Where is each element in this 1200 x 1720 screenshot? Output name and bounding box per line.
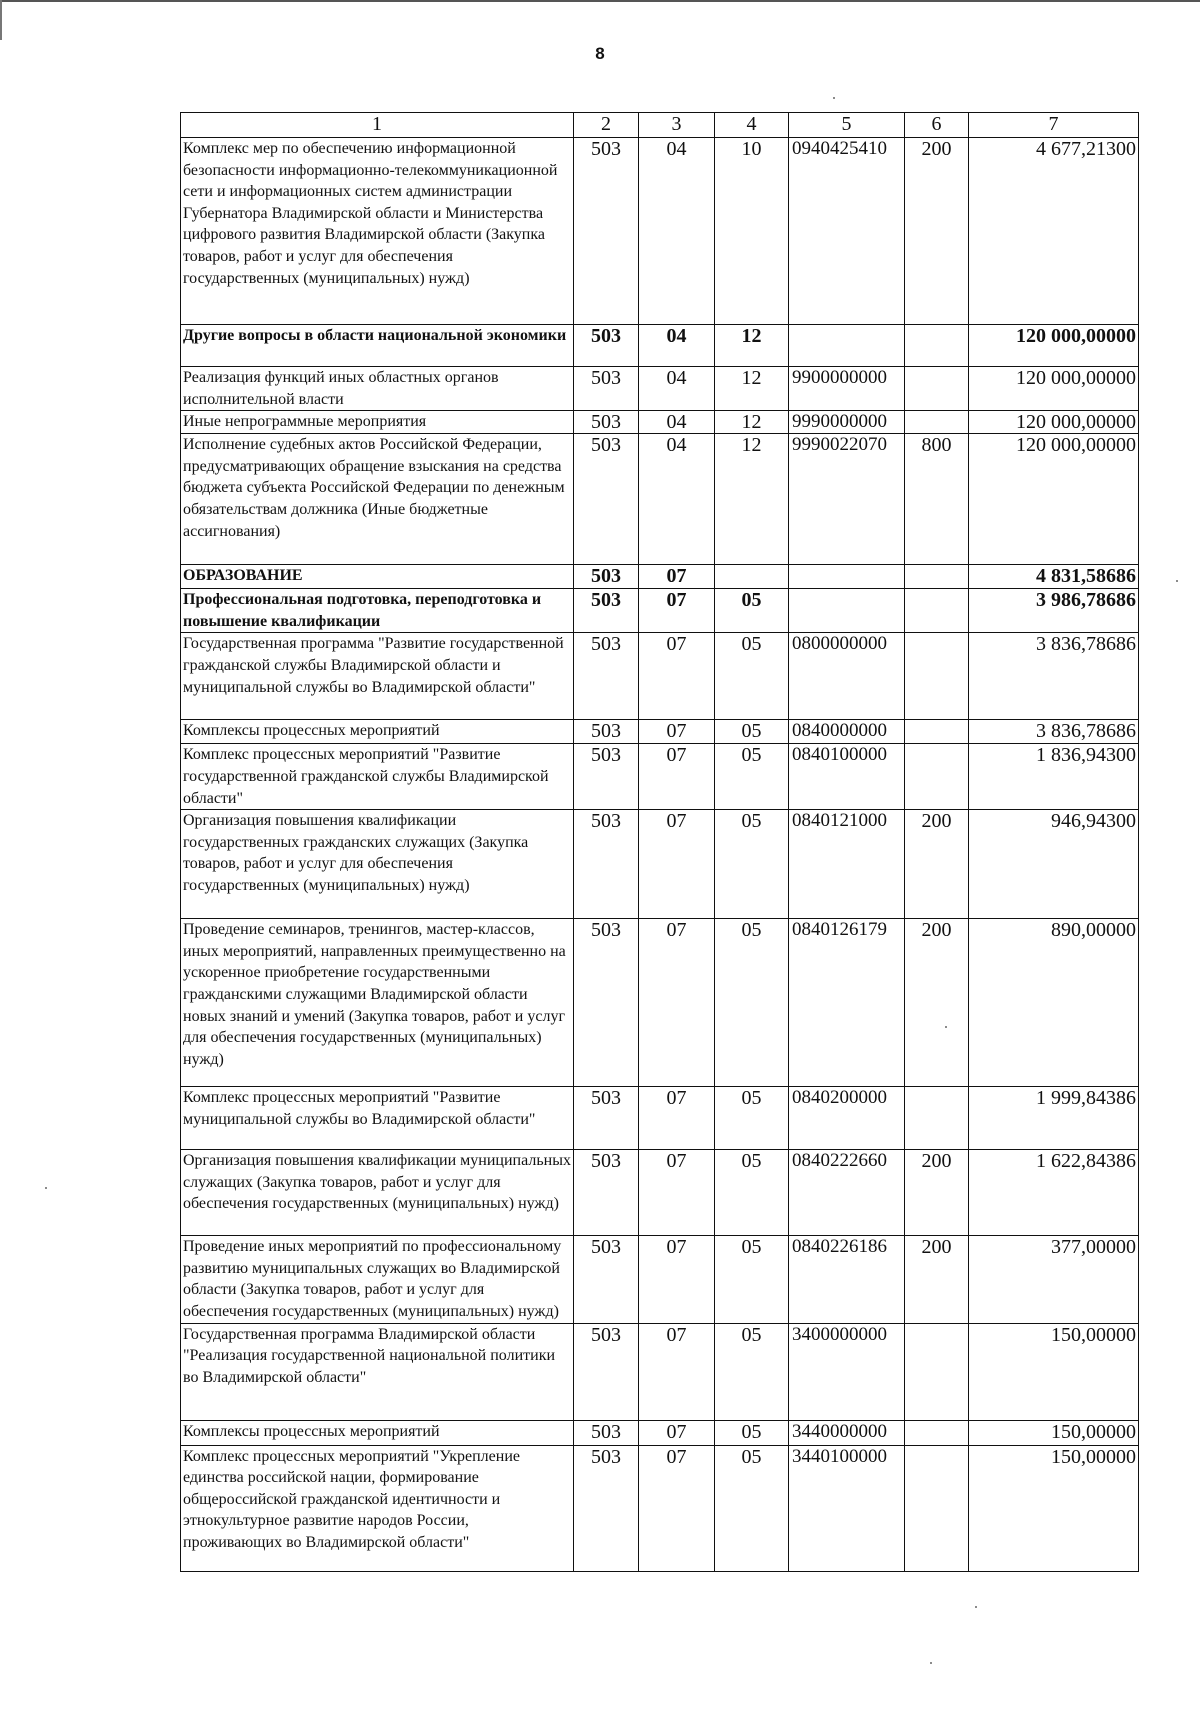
row-expense-type <box>905 1445 969 1571</box>
row-section: 07 <box>639 744 715 810</box>
row-subsection: 12 <box>715 325 789 367</box>
row-name: Иные непрограммные мероприятия <box>181 411 574 434</box>
table-row <box>181 589 1139 633</box>
row-amount: 3 986,78686 <box>969 589 1139 633</box>
row-subsection: 05 <box>715 720 789 744</box>
row-name: Другие вопросы в области национальной экономики <box>181 325 574 367</box>
row-name: Организация повышения квалификации муниципальных служащих (Закупка товаров, работ и услуг для обеспечения государственных (муниципальных) нужд) <box>181 1150 574 1236</box>
row-expense-type <box>905 589 969 633</box>
row-section: 07 <box>639 1087 715 1150</box>
row-section: 07 <box>639 565 715 589</box>
row-expense-type <box>905 367 969 411</box>
row-ved: 503 <box>574 810 639 919</box>
row-subsection: 05 <box>715 1323 789 1420</box>
table-row <box>181 1236 1139 1323</box>
row-expense-type: 200 <box>905 1236 969 1323</box>
header-row <box>181 113 1139 138</box>
row-target-article: 0840121000 <box>789 810 905 919</box>
row-amount: 150,00000 <box>969 1420 1139 1445</box>
row-subsection: 05 <box>715 633 789 720</box>
row-name: Проведение иных мероприятий по профессиональному развитию муниципальных служащих во Владимирской области (Закупка товаров, работ и услуг для обеспечения государственных (муниципальных) нужд) <box>181 1236 574 1323</box>
table-row <box>181 810 1139 919</box>
row-section: 07 <box>639 1150 715 1236</box>
row-name: Комплексы процессных мероприятий <box>181 1420 574 1445</box>
row-name: Комплекс мер по обеспечению информационной безопасности информационно-телекоммуникационной сети и информационных систем администрации Губернатора Владимирской области и Министерства цифрового развития Владимирской области (Закупка товаров, работ и услуг для обеспечения государственных (муниципальных) нужд) <box>181 138 574 325</box>
header-cell: 7 <box>969 113 1139 138</box>
row-name: Организация повышения квалификации государственных гражданских служащих (Закупка товаров, работ и услуг для обеспечения государственных (муниципальных) нужд) <box>181 810 574 919</box>
table-row <box>181 1150 1139 1236</box>
row-section: 04 <box>639 138 715 325</box>
row-section: 07 <box>639 1236 715 1323</box>
table-row <box>181 633 1139 720</box>
row-name: Комплексы процессных мероприятий <box>181 720 574 744</box>
row-amount: 1 622,84386 <box>969 1150 1139 1236</box>
row-amount: 120 000,00000 <box>969 434 1139 565</box>
row-target-article: 9990000000 <box>789 411 905 434</box>
row-expense-type <box>905 565 969 589</box>
row-amount: 120 000,00000 <box>969 325 1139 367</box>
row-subsection: 05 <box>715 810 789 919</box>
table-row <box>181 565 1139 589</box>
row-ved: 503 <box>574 1445 639 1571</box>
row-ved: 503 <box>574 1323 639 1420</box>
row-expense-type: 200 <box>905 810 969 919</box>
row-expense-type <box>905 720 969 744</box>
row-ved: 503 <box>574 589 639 633</box>
row-subsection: 05 <box>715 919 789 1087</box>
row-ved: 503 <box>574 138 639 325</box>
row-subsection: 05 <box>715 1236 789 1323</box>
row-expense-type <box>905 1087 969 1150</box>
row-name: Государственная программа "Развитие государственной гражданской службы Владимирской области и муниципальной службы во Владимирской области" <box>181 633 574 720</box>
header-cell: 6 <box>905 113 969 138</box>
row-subsection: 05 <box>715 1445 789 1571</box>
row-section: 07 <box>639 1420 715 1445</box>
row-subsection: 05 <box>715 1087 789 1150</box>
table-body <box>181 113 1139 1572</box>
row-target-article: 3400000000 <box>789 1323 905 1420</box>
row-amount: 890,00000 <box>969 919 1139 1087</box>
row-ved: 503 <box>574 720 639 744</box>
row-subsection: 05 <box>715 1420 789 1445</box>
row-expense-type: 200 <box>905 1150 969 1236</box>
table-row <box>181 1087 1139 1150</box>
row-ved: 503 <box>574 434 639 565</box>
row-expense-type: 800 <box>905 434 969 565</box>
scan-speck <box>945 1026 947 1028</box>
row-section: 07 <box>639 1323 715 1420</box>
row-expense-type <box>905 411 969 434</box>
scan-speck <box>833 97 835 99</box>
row-section: 07 <box>639 720 715 744</box>
row-expense-type <box>905 325 969 367</box>
row-target-article <box>789 565 905 589</box>
row-amount: 4 677,21300 <box>969 138 1139 325</box>
row-name: Комплекс процессных мероприятий "Развитие государственной гражданской службы Владимирской области" <box>181 744 574 810</box>
row-target-article: 0840226186 <box>789 1236 905 1323</box>
row-subsection: 12 <box>715 367 789 411</box>
row-amount: 120 000,00000 <box>969 367 1139 411</box>
row-section: 04 <box>639 325 715 367</box>
table-row <box>181 720 1139 744</box>
scan-speck <box>930 1662 932 1664</box>
table-row <box>181 744 1139 810</box>
row-amount: 1 836,94300 <box>969 744 1139 810</box>
row-section: 07 <box>639 1445 715 1571</box>
row-name: Государственная программа Владимирской области "Реализация государственной национальной политики во Владимирской области" <box>181 1323 574 1420</box>
table-row <box>181 138 1139 325</box>
row-section: 04 <box>639 411 715 434</box>
row-target-article: 0840200000 <box>789 1087 905 1150</box>
row-ved: 503 <box>574 367 639 411</box>
header-cell: 2 <box>574 113 639 138</box>
table-row <box>181 1323 1139 1420</box>
row-subsection: 12 <box>715 434 789 565</box>
row-amount: 4 831,58686 <box>969 565 1139 589</box>
scan-speck <box>45 1187 47 1189</box>
page-number: 8 <box>595 44 605 63</box>
row-target-article: 0840222660 <box>789 1150 905 1236</box>
row-expense-type <box>905 744 969 810</box>
row-target-article: 3440000000 <box>789 1420 905 1445</box>
row-section: 07 <box>639 589 715 633</box>
row-expense-type <box>905 633 969 720</box>
row-expense-type: 200 <box>905 138 969 325</box>
row-name: Комплекс процессных мероприятий "Развитие муниципальной службы во Владимирской области" <box>181 1087 574 1150</box>
row-name: Комплекс процессных мероприятий "Укрепление единства российской нации, формирование общероссийской гражданской идентичности и этнокультурное развитие народов России, проживающих во Владимирской области" <box>181 1445 574 1571</box>
row-target-article: 0940425410 <box>789 138 905 325</box>
row-amount: 946,94300 <box>969 810 1139 919</box>
header-cell: 4 <box>715 113 789 138</box>
row-section: 07 <box>639 633 715 720</box>
scan-speck <box>975 1606 977 1608</box>
row-target-article: 3440100000 <box>789 1445 905 1571</box>
row-target-article: 0840100000 <box>789 744 905 810</box>
row-amount: 3 836,78686 <box>969 720 1139 744</box>
table-row <box>181 919 1139 1087</box>
table-row <box>181 367 1139 411</box>
row-expense-type <box>905 1323 969 1420</box>
table-row <box>181 434 1139 565</box>
row-section: 07 <box>639 919 715 1087</box>
row-amount: 377,00000 <box>969 1236 1139 1323</box>
header-cell: 1 <box>181 113 574 138</box>
row-expense-type <box>905 1420 969 1445</box>
row-ved: 503 <box>574 565 639 589</box>
row-ved: 503 <box>574 744 639 810</box>
row-section: 04 <box>639 367 715 411</box>
row-amount: 1 999,84386 <box>969 1087 1139 1150</box>
header-cell: 3 <box>639 113 715 138</box>
row-ved: 503 <box>574 919 639 1087</box>
row-ved: 503 <box>574 1150 639 1236</box>
budget-table <box>180 112 1139 1572</box>
row-ved: 503 <box>574 1087 639 1150</box>
row-name: ОБРАЗОВАНИЕ <box>181 565 574 589</box>
row-subsection: 05 <box>715 1150 789 1236</box>
row-ved: 503 <box>574 1420 639 1445</box>
table-row <box>181 1445 1139 1571</box>
row-name: Профессиональная подготовка, переподготовка и повышение квалификации <box>181 589 574 633</box>
row-subsection: 10 <box>715 138 789 325</box>
row-subsection <box>715 565 789 589</box>
table-row <box>181 1420 1139 1445</box>
row-target-article: 9990022070 <box>789 434 905 565</box>
row-ved: 503 <box>574 1236 639 1323</box>
row-target-article <box>789 589 905 633</box>
row-ved: 503 <box>574 325 639 367</box>
row-name: Исполнение судебных актов Российской Федерации, предусматривающих обращение взыскания на средства бюджета субъекта Российской Федерации по денежным обязательствам должника (Иные бюджетные ассигнования) <box>181 434 574 565</box>
row-amount: 3 836,78686 <box>969 633 1139 720</box>
row-subsection: 12 <box>715 411 789 434</box>
table-row <box>181 411 1139 434</box>
row-name: Реализация функций иных областных органов исполнительной власти <box>181 367 574 411</box>
row-amount: 150,00000 <box>969 1323 1139 1420</box>
row-target-article: 0800000000 <box>789 633 905 720</box>
row-expense-type: 200 <box>905 919 969 1087</box>
row-subsection: 05 <box>715 744 789 810</box>
header-cell: 5 <box>789 113 905 138</box>
row-target-article: 0840000000 <box>789 720 905 744</box>
row-amount: 150,00000 <box>969 1445 1139 1571</box>
row-amount: 120 000,00000 <box>969 411 1139 434</box>
scan-speck <box>1176 580 1178 582</box>
row-name: Проведение семинаров, тренингов, мастер-классов, иных мероприятий, направленных преимущественно на ускоренное приобретение государственными гражданскими служащими Владимирской области новых знаний и умений (Закупка товаров, работ и услуг для обеспечения государственных (муниципальных) нужд) <box>181 919 574 1087</box>
row-target-article <box>789 325 905 367</box>
row-ved: 503 <box>574 411 639 434</box>
table-row <box>181 325 1139 367</box>
row-target-article: 9900000000 <box>789 367 905 411</box>
row-target-article: 0840126179 <box>789 919 905 1087</box>
row-ved: 503 <box>574 633 639 720</box>
scan-top-border <box>0 0 1200 2</box>
scan-left-border <box>0 0 2 40</box>
row-subsection: 05 <box>715 589 789 633</box>
row-section: 07 <box>639 810 715 919</box>
row-section: 04 <box>639 434 715 565</box>
